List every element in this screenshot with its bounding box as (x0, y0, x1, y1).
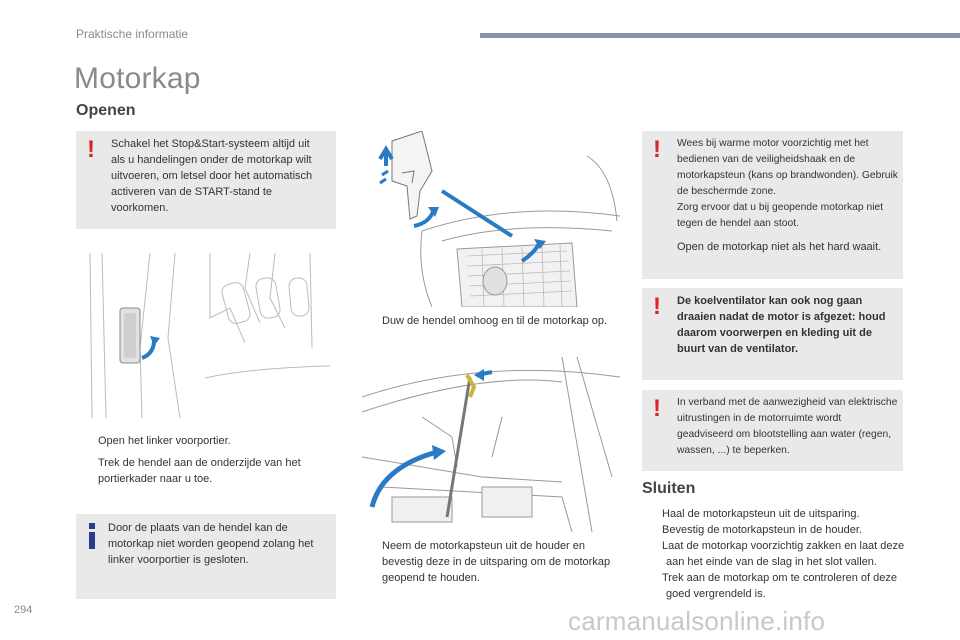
info-icon (87, 523, 101, 545)
step-open-door: Open het linker voorportier. (98, 435, 231, 447)
step-hood-prop: Neem de motorkapsteun uit de houder en bevestig deze in de uitsparing om de motorkap geopend te houden. (382, 540, 611, 584)
closing-step: Laat de motorkap voorzichtig zakken en laat deze aan het einde van de slag in het slot vallen. (662, 540, 905, 568)
closing-step: Bevestig de motorkapsteun in de houder. (662, 524, 862, 536)
exclamation-icon: ! (653, 293, 661, 320)
illustration-hood-release (362, 131, 620, 307)
warning-text-stopstart: Schakel het Stop&Start-systeem altijd uit als u handelingen onder de motorkap wilt uitvoeren, om letsel door het automatisch activeren van de START-stand te voorkomen. (111, 138, 313, 214)
exclamation-icon: ! (653, 136, 661, 163)
warning-box-fan (642, 288, 903, 380)
warning-box-hot-engine (642, 131, 903, 279)
step-push-lever: Duw de hendel omhoog en til de motorkap op. (382, 315, 608, 327)
warning-text-water: In verband met de aanwezigheid van elektrische uitrustingen in de motorruimte wordt geadviseerd om blootstelling aan water (regen, wassen, ...) te beperken. (677, 397, 898, 456)
illustration-door-lever (80, 248, 335, 423)
exclamation-icon: ! (653, 395, 661, 422)
watermark: carmanualsonline.info (568, 606, 826, 636)
warning-box-water (642, 390, 903, 471)
info-text-lever: Door de plaats van de hendel kan de motorkap niet worden geopend zolang het linker voorportier is gesloten. (108, 522, 314, 566)
exclamation-icon: ! (87, 136, 95, 163)
closing-step: Trek aan de motorkap om te controleren of deze goed vergrendeld is. (662, 572, 897, 600)
step-pull-lever: Trek de hendel aan de onderzijde van het portierkader naar u toe. (98, 457, 301, 485)
closing-steps-list (644, 506, 906, 602)
section-header: Praktische informatie (76, 27, 189, 41)
info-box-lever (76, 514, 336, 599)
header-bar (480, 33, 960, 38)
warning-text-hot-engine: Wees bij warme motor voorzichtig met het bedienen van de veiligheidshaak en de motorkapsteun (kans op brandwonden). Gebruik de beschermde zone. (677, 138, 898, 197)
page-title: Motorkap (74, 62, 201, 95)
closing-step: Haal de motorkapsteun uit de uitsparing. (662, 508, 860, 520)
section-subtitle-openen: Openen (76, 102, 136, 119)
page-number: 294 (14, 604, 33, 616)
illustration-hood-prop (362, 357, 620, 532)
warning-text-wind: Open de motorkap niet als het hard waait. (677, 241, 882, 253)
warning-text-fan: De koelventilator kan ook nog gaan draaien nadat de motor is afgezet: houd daarom voorwerpen en kleding uit de buurt van de ventilator. (677, 295, 886, 355)
warning-text-lever-bump: Zorg ervoor dat u bij geopende motorkap niet tegen de hendel aan stoot. (677, 202, 884, 229)
warning-box-stopstart (76, 131, 336, 229)
section-subtitle-sluiten: Sluiten (642, 480, 696, 497)
